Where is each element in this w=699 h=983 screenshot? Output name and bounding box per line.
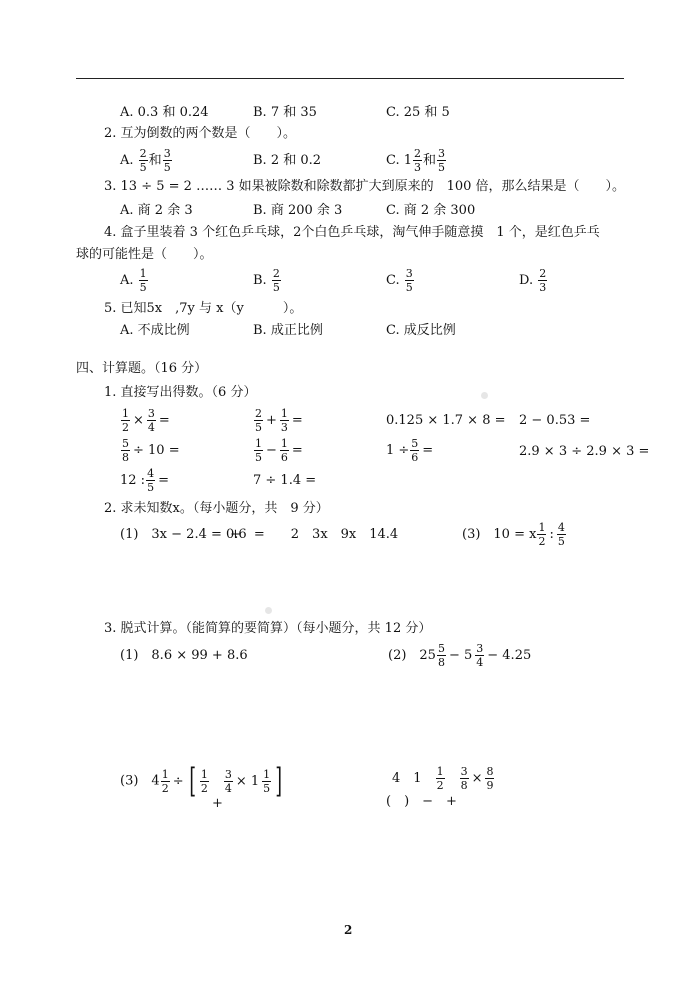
denominator: 5	[272, 281, 280, 294]
q4-option-b	[253, 268, 282, 293]
subsection-2-title: 2. 求未知数x。（每小题分，共 9 分）	[104, 501, 329, 516]
q2-stem: 2. 互为倒数的两个数是（ ）。	[104, 126, 297, 141]
denominator: 6	[280, 451, 288, 464]
expr-10: 7 ÷ 1.4 =	[253, 473, 317, 488]
q5-option-a: A. 不成比例	[120, 323, 190, 338]
denominator: 2	[122, 421, 129, 434]
operator: ×	[471, 771, 483, 786]
fraction	[139, 268, 148, 293]
option-label: A.	[120, 153, 134, 168]
denominator: 5	[139, 281, 147, 294]
fraction	[200, 769, 209, 794]
option-label: B.	[253, 273, 267, 288]
operator: − 5	[448, 648, 473, 663]
q5-option-c: C. 成反比例	[386, 323, 456, 338]
numerator: 3	[224, 767, 232, 781]
equals-sign: =	[291, 443, 303, 458]
conjunction: 和	[423, 153, 437, 168]
option-label: D.	[519, 273, 534, 288]
denominator: 5	[139, 161, 147, 174]
fraction	[280, 408, 289, 433]
fraction	[437, 643, 446, 668]
expression-prefix: (3) 4	[120, 773, 160, 789]
numerator: 3	[405, 267, 413, 280]
numerator: 3	[476, 642, 484, 655]
fraction	[121, 408, 130, 433]
q1-option-b: B. 7 和 35	[253, 105, 317, 120]
numerator: 8	[486, 765, 494, 778]
calc-3-plus: +	[212, 796, 223, 811]
ratio-colon: :	[549, 527, 554, 542]
q1-option-a: A. 0.3 和 0.24	[120, 105, 209, 120]
numerator: 2	[255, 407, 262, 420]
conjunction: 和	[148, 153, 162, 168]
expr-6	[253, 438, 305, 463]
expr-1	[120, 408, 172, 433]
calc-2	[388, 643, 533, 668]
equals-sign: =	[158, 413, 170, 428]
denominator: 3	[280, 421, 288, 434]
fraction	[161, 769, 170, 794]
numerator: 1	[280, 407, 288, 420]
fraction	[262, 769, 271, 794]
expr-8: 2.9 × 3 ÷ 2.9 × 3 =	[519, 444, 650, 459]
fraction	[537, 522, 546, 547]
numerator: 4	[557, 521, 565, 534]
denominator: 2	[200, 781, 208, 795]
calc-3	[120, 761, 285, 801]
denominator: 3	[414, 161, 422, 174]
numerator: 3	[460, 765, 468, 778]
equals-sign: =	[291, 413, 303, 428]
numerator: 5	[122, 437, 129, 450]
fraction	[413, 148, 422, 173]
fraction	[224, 769, 233, 794]
numerator: 3	[163, 147, 171, 160]
expression-prefix: (2) 25	[388, 648, 436, 663]
numerator: 1	[280, 437, 288, 450]
denominator: 3	[539, 281, 547, 294]
denominator: 5	[438, 161, 446, 174]
denominator: 8	[122, 451, 129, 464]
equals-sign: =	[422, 443, 434, 458]
expression-rest: ÷ 10 =	[133, 443, 180, 458]
expression-prefix: 1 ÷	[386, 443, 410, 458]
q2-option-c	[386, 148, 447, 173]
denominator: 9	[486, 779, 494, 792]
expression-rest: − 4.25	[487, 648, 532, 663]
fraction	[163, 148, 172, 173]
q2-option-a	[120, 148, 173, 173]
numerator: 1	[139, 267, 147, 280]
fraction	[557, 522, 566, 547]
fraction	[254, 408, 263, 433]
page-number: 2	[344, 923, 353, 937]
denominator: 2	[538, 535, 546, 548]
numerator: 2	[139, 147, 147, 160]
header-rule	[76, 78, 624, 79]
numerator: 1	[161, 767, 169, 781]
expr-2	[253, 408, 305, 433]
calc-1: (1) 8.6 × 99 + 8.6	[120, 648, 248, 663]
operator: ÷	[172, 773, 184, 789]
fraction	[146, 468, 155, 493]
denominator: 8	[437, 656, 445, 669]
denominator: 6	[411, 451, 419, 464]
fraction	[121, 438, 130, 463]
denominator: 5	[263, 781, 271, 795]
denominator: 5	[147, 481, 155, 494]
equals-sign: =	[158, 473, 169, 488]
fraction	[254, 438, 263, 463]
fraction	[437, 148, 446, 173]
denominator: 4	[147, 421, 155, 434]
calc-4-operators: ( ) − +	[386, 794, 457, 809]
q3-option-a: A. 商 2 余 3	[120, 203, 193, 218]
q4-option-a	[120, 268, 149, 293]
fraction	[272, 268, 281, 293]
equation-1: (1) 3x − 2.4 = 0.6	[120, 527, 247, 542]
option-label: C. 1	[386, 153, 413, 168]
fraction	[538, 268, 547, 293]
denominator: 4	[224, 781, 232, 795]
numerator: 5	[411, 437, 419, 450]
fraction	[485, 766, 494, 791]
numerator: 5	[437, 642, 445, 655]
denominator: 4	[476, 656, 484, 669]
expression-prefix: 4 1	[392, 771, 422, 786]
scan-speck	[265, 607, 272, 614]
numerator: 1	[538, 521, 546, 534]
subsection-1-title: 1. 直接写出得数。（6 分）	[104, 385, 257, 400]
numerator: 1	[255, 437, 262, 450]
numerator: 2	[414, 147, 422, 160]
q3-option-b: B. 商 200 余 3	[253, 203, 343, 218]
q4-stem-line2: 球的可能性是（ ）。	[76, 247, 213, 262]
section-4-title: 四、计算题。（16 分）	[76, 361, 208, 376]
q5-stem: 5. 已知5x ,7y 与 x（y ）。	[104, 301, 303, 316]
q3-option-c: C. 商 2 余 300	[386, 203, 476, 218]
numerator: 2	[272, 267, 280, 280]
fraction	[147, 408, 156, 433]
operator: × 1	[235, 773, 260, 789]
denominator: 2	[436, 779, 444, 792]
fraction	[410, 438, 419, 463]
denominator: 5	[255, 421, 262, 434]
denominator: 5	[255, 451, 262, 464]
expr-3: 0.125 × 1.7 × 8 =	[386, 413, 506, 428]
operator: −	[266, 443, 277, 458]
q4-stem-line1: 4. 盒子里装着 3 个红色乒乓球，2个白色乒乓球，淘气伸手随意摸 1 个，是红色乒乓	[104, 225, 600, 240]
equation-2-fragments: + = 2 3x 9x 14.4	[230, 527, 399, 542]
numerator: 3	[438, 147, 446, 160]
operator: ×	[133, 413, 144, 428]
numerator: 1	[200, 767, 208, 781]
left-bracket: [	[188, 761, 196, 801]
fraction	[436, 766, 445, 791]
fraction	[475, 643, 484, 668]
numerator: 4	[147, 467, 155, 480]
operator: +	[266, 413, 277, 428]
q1-option-c: C. 25 和 5	[386, 105, 450, 120]
subsection-3-title: 3. 脱式计算。（能简算的要简算）（每小题分，共 12 分）	[104, 621, 432, 636]
fraction	[280, 438, 289, 463]
fraction	[405, 268, 414, 293]
denominator: 5	[557, 535, 565, 548]
option-label: A.	[120, 273, 134, 288]
expr-4: 2 − 0.53 =	[519, 413, 591, 428]
numerator: 1	[263, 767, 271, 781]
expression-prefix: (3) 10 = x	[462, 527, 537, 542]
denominator: 8	[460, 779, 468, 792]
numerator: 1	[436, 765, 444, 778]
q2-option-b: B. 2 和 0.2	[253, 153, 322, 168]
numerator: 3	[147, 407, 155, 420]
numerator: 2	[539, 267, 547, 280]
equation-3	[462, 522, 567, 547]
fraction	[460, 766, 469, 791]
right-bracket: ]	[275, 761, 283, 801]
option-label: C.	[386, 273, 400, 288]
fraction	[139, 148, 148, 173]
q5-option-b: B. 成正比例	[253, 323, 323, 338]
denominator: 5	[405, 281, 413, 294]
expression-prefix: 12 :	[120, 473, 146, 488]
q4-option-c	[386, 268, 415, 293]
scan-speck	[481, 392, 488, 399]
expr-7	[386, 438, 435, 463]
denominator: 2	[161, 781, 169, 795]
q4-option-d	[519, 268, 548, 293]
q3-stem: 3. 13 ÷ 5 = 2 …… 3 如果被除数和除数都扩大到原来的 100 倍，那么结果是（ ）。	[104, 179, 626, 194]
expr-5	[120, 438, 182, 463]
expr-9	[120, 468, 171, 493]
calc-4	[392, 766, 495, 791]
denominator: 5	[163, 161, 171, 174]
numerator: 1	[122, 407, 129, 420]
